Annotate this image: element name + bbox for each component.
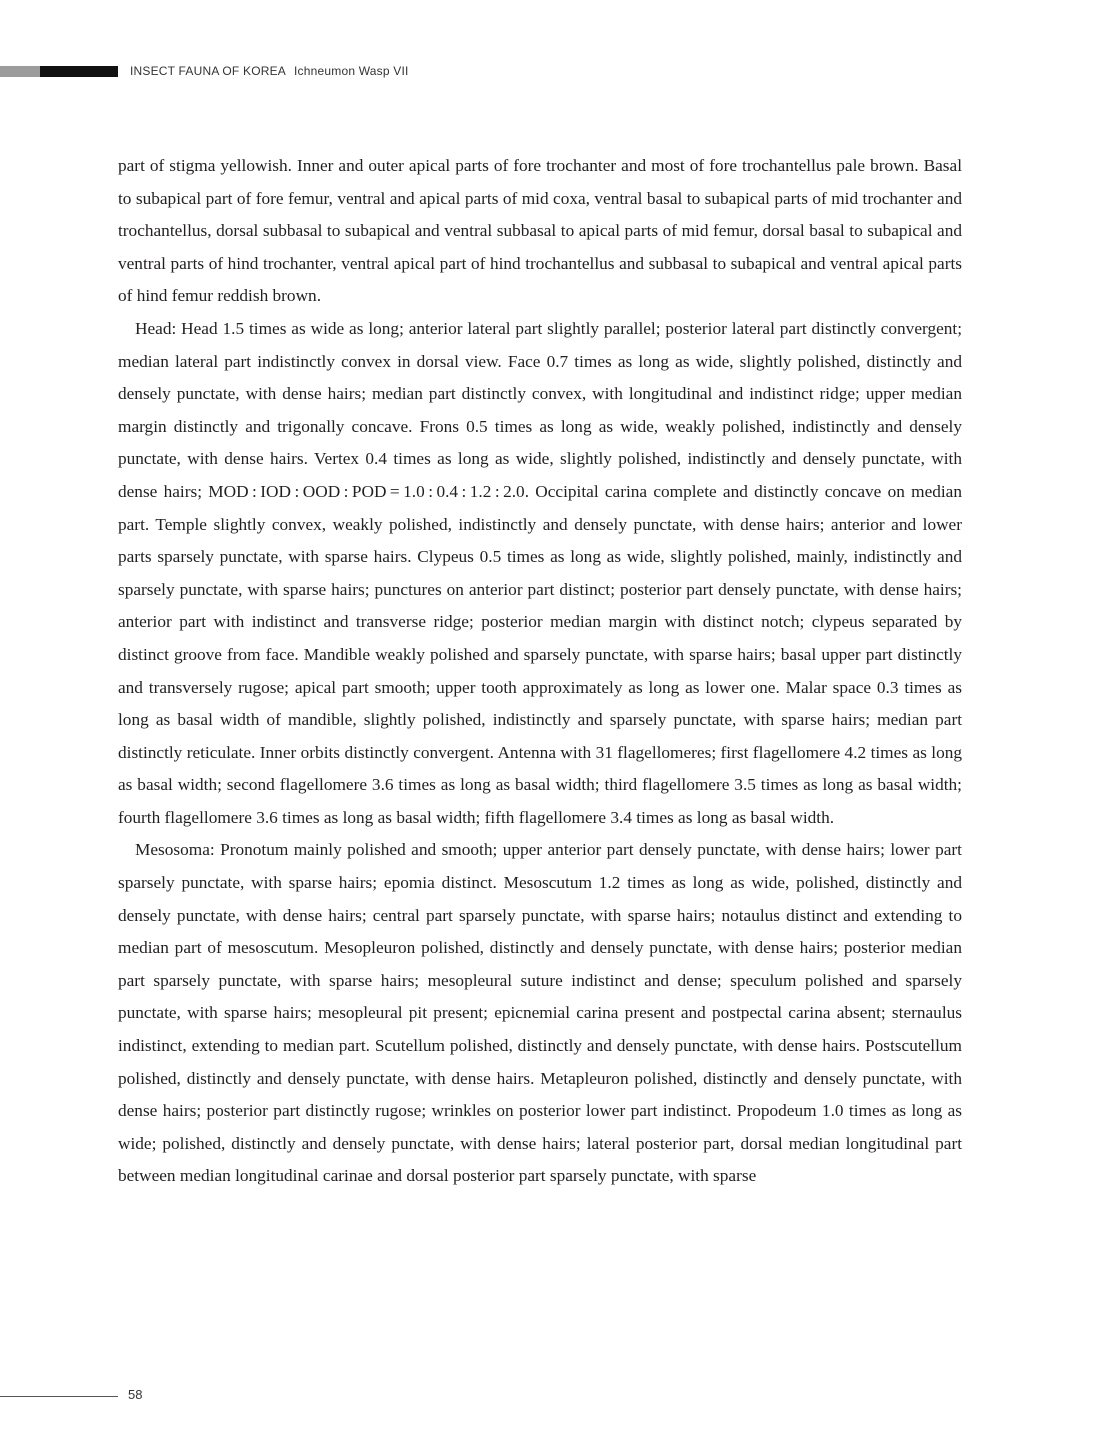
body-text (118, 150, 962, 1193)
paragraph-head: Head: Head 1.5 times as wide as long; anterior lateral part slightly parallel; posterior lateral part distinctly convergent; median lateral part indistinctly convex in dorsal view. Face 0.7 times as long as wide, slightly polished, distinctly and densely punctate, with dense hairs; median part distinctly convex, with longitudinal and indistinct ridge; upper median margin distinctly and trigonally concave. Frons 0.5 times as long as wide, weakly polished, indistinctly and densely punctate, with dense hairs. Vertex 0.4 times as long as wide, slightly polished, indistinctly and densely punctate, with dense hairs; MOD : IOD : OOD : POD = 1.0 : 0.4 : 1.2 : 2.0. Occipital carina complete and distinctly concave on median part. Temple slightly convex, weakly polished, indistinctly and densely punctate, with dense hairs; anterior and lower parts sparsely punctate, with sparse hairs. Clypeus 0.5 times as long as wide, slightly polished, mainly, indistinctly and sparsely punctate, with sparse hairs; punctures on anterior part distinct; posterior part densely punctate, with dense hairs; anterior part with indistinct and transverse ridge; posterior median margin with distinct notch; clypeus separated by distinct groove from face. Mandible weakly polished and sparsely punctate, with sparse hairs; basal upper part distinctly and transversely rugose; apical part smooth; upper tooth approximately as long as lower one. Malar space 0.3 times as long as basal width of mandible, slightly polished, indistinctly and sparsely punctate, with sparse hairs; median part distinctly reticulate. Inner orbits distinctly convergent. Antenna with 31 flagellomeres; first flagellomere 4.2 times as long as basal width; second flagellomere 3.6 times as long as basal width; third flagellomere 3.5 times as long as basal width; fourth flagellomere 3.6 times as long as basal width; fifth flagellomere 3.4 times as long as basal width. (118, 318, 962, 827)
paragraph-continuation: part of stigma yellowish. Inner and outer apical parts of fore trochanter and most of fore trochantellus pale brown. Basal to subapical part of fore femur, ventral and apical parts of mid coxa, ventral basal to subapical parts of mid trochanter and trochantellus, dorsal subbasal to subapical and ventral subbasal to apical parts of mid femur, dorsal basal to subapical and ventral parts of hind trochanter, ventral apical part of hind trochantellus and subbasal to subapical and ventral apical parts of hind femur reddish brown. (118, 156, 962, 306)
book-title: INSECT FAUNA OF KOREA (130, 64, 287, 78)
footer-rule (0, 1396, 118, 1397)
page-number: 58 (128, 1387, 143, 1402)
paragraph-mesosoma: Mesosoma: Pronotum mainly polished and smooth; upper anterior part densely punctate, with dense hairs; lower part sparsely punctate, with sparse hairs; epomia distinct. Mesoscutum 1.2 times as long as wide, polished, distinctly and densely punctate, with dense hairs; central part sparsely punctate, with sparse hairs; notaulus distinct and extending to median part of mesoscutum. Mesopleuron polished, distinctly and densely punctate, with dense hairs; posterior median part sparsely punctate, with sparse hairs; mesopleural suture indistinct and dense; speculum polished and sparsely punctate, with sparse hairs; mesopleural pit present; epicnemial carina present and postpectal carina absent; sternaulus indistinct, extending to median part. Scutellum polished, distinctly and densely punctate, with dense hairs. Postscutellum polished, distinctly and densely punctate, with dense hairs. Metapleuron polished, distinctly and densely punctate, with dense hairs; posterior part distinctly rugose; wrinkles on posterior lower part indistinct. Propodeum 1.0 times as long as wide; polished, distinctly and densely punctate, with dense hairs; lateral posterior part, dorsal median longitudinal part between median longitudinal carinae and dorsal posterior part sparsely punctate, with sparse (118, 840, 962, 1186)
volume-title: Ichneumon Wasp VII (294, 64, 409, 78)
header-bar-black (40, 66, 118, 77)
running-head (130, 64, 409, 78)
header-bar-grey (0, 66, 40, 77)
